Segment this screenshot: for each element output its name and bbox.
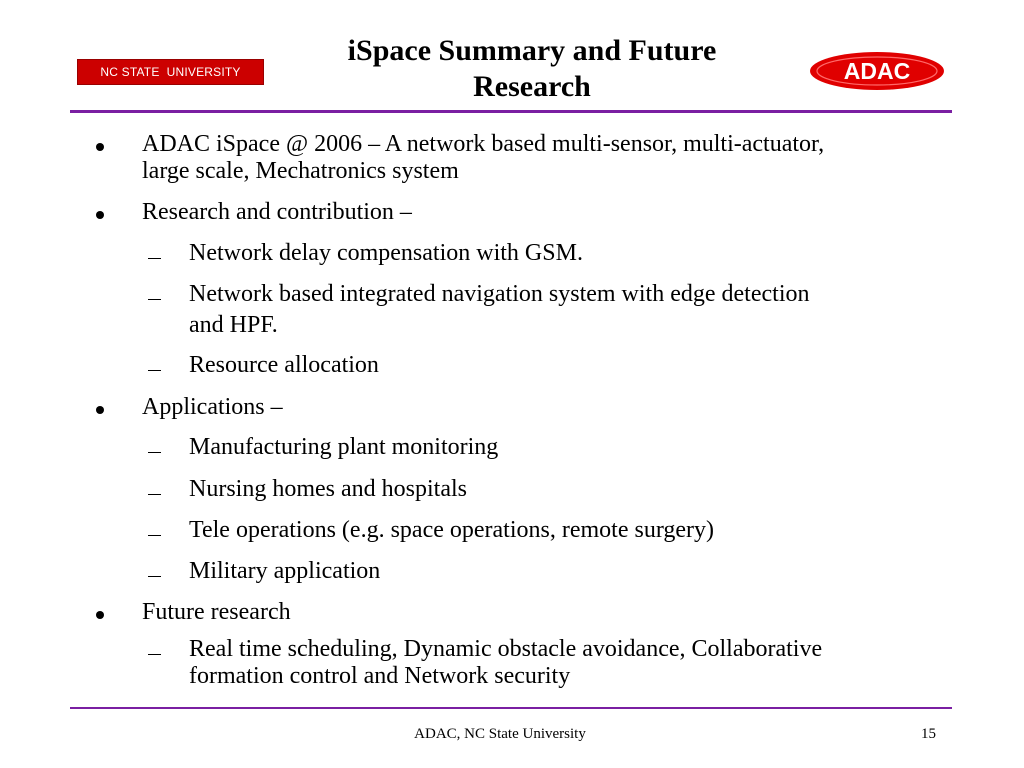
bullet-icon <box>96 406 104 414</box>
sub-item-text-line: formation control and Network security <box>189 663 571 689</box>
adac-logo-text: ADAC <box>843 58 911 84</box>
sub-item-text-line: and HPF. <box>189 312 278 338</box>
sub-item-text-line: Network based integrated navigation system with edge detection <box>189 281 810 307</box>
bullet-adac-ispace <box>142 131 954 185</box>
sub-item-navigation-system <box>189 281 949 339</box>
bullet-icon <box>96 211 104 219</box>
slide-title-line-2: Research <box>473 70 591 103</box>
adac-logo <box>808 50 946 92</box>
sub-item-nursing-homes: Nursing homes and hospitals <box>189 476 467 502</box>
sub-item-real-time-scheduling <box>189 636 949 690</box>
dash-icon <box>148 370 161 371</box>
slide-title <box>282 33 782 105</box>
dash-icon <box>148 654 161 655</box>
bullet-applications: Applications – <box>142 394 283 420</box>
dash-icon <box>148 258 161 259</box>
sub-item-text-line: Real time scheduling, Dynamic obstacle avoidance, Collaborative <box>189 636 823 662</box>
bullet-icon <box>96 143 104 151</box>
sub-item-resource-allocation: Resource allocation <box>189 352 379 378</box>
sub-item-tele-operations: Tele operations (e.g. space operations, remote surgery) <box>189 517 715 543</box>
footer-divider <box>70 707 952 709</box>
bullet-text-line: large scale, Mechatronics system <box>142 158 459 184</box>
bullet-icon <box>96 611 104 619</box>
sub-item-manufacturing: Manufacturing plant monitoring <box>189 434 499 460</box>
sub-item-military: Military application <box>189 558 381 584</box>
dash-icon <box>148 576 161 577</box>
bullet-future-research: Future research <box>142 599 291 625</box>
sub-item-delay-compensation: Network delay compensation with GSM. <box>189 240 583 266</box>
page-number: 15 <box>921 726 936 742</box>
footer-text: ADAC, NC State University <box>414 726 586 742</box>
bullet-text-line: ADAC iSpace @ 2006 – A network based multi-sensor, multi-actuator, <box>142 131 825 157</box>
dash-icon <box>148 452 161 453</box>
dash-icon <box>148 535 161 536</box>
bullet-research: Research and contribution – <box>142 199 412 225</box>
dash-icon <box>148 494 161 495</box>
dash-icon <box>148 299 161 300</box>
header-divider <box>70 110 952 113</box>
ncsu-logo: NC STATE UNIVERSITY <box>77 59 264 85</box>
slide-title-line-1: iSpace Summary and Future <box>347 34 717 67</box>
